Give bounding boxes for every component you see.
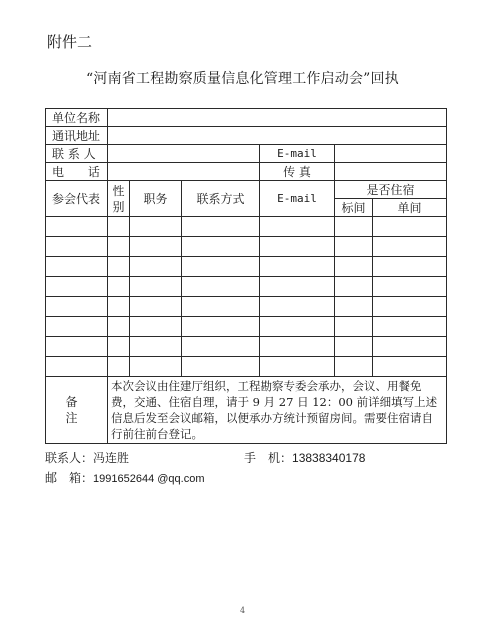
rep-contact-cell[interactable] (182, 277, 260, 297)
notes-row (46, 377, 447, 444)
rep-row (46, 337, 447, 357)
email-field[interactable] (335, 145, 447, 163)
rep-position-cell[interactable] (130, 357, 182, 377)
reply-form-table (45, 108, 447, 444)
unit-name-label: 单位名称 (46, 109, 108, 127)
fax-label: 传 真 (260, 163, 335, 181)
rep-single-cell[interactable] (373, 277, 447, 297)
rep-standard-cell[interactable] (335, 317, 373, 337)
rep-row (46, 237, 447, 257)
page-number: 4 (239, 606, 246, 615)
rep-row (46, 317, 447, 337)
rep-contact-cell[interactable] (182, 317, 260, 337)
standard-room-label: 标间 (335, 199, 373, 217)
rep-gender-cell[interactable] (108, 257, 130, 277)
rep-gender-cell[interactable] (108, 357, 130, 377)
footer-mobile (244, 449, 365, 466)
gender-label-top: 性 (112, 183, 125, 198)
unit-name-field[interactable] (108, 109, 447, 127)
document-title: “河南省工程勘察质量信息化管理工作启动会”回执 (86, 71, 399, 87)
rep-standard-cell[interactable] (335, 357, 373, 377)
rep-single-cell[interactable] (373, 357, 447, 377)
rep-contact-cell[interactable] (182, 297, 260, 317)
rep-standard-cell[interactable] (335, 337, 373, 357)
notes-label: 备 注 (46, 377, 108, 444)
gender-label-bottom: 别 (112, 199, 125, 214)
rep-row (46, 297, 447, 317)
rep-email-cell[interactable] (260, 337, 335, 357)
rep-standard-cell[interactable] (335, 297, 373, 317)
rep-row (46, 217, 447, 237)
contact-label: 联 系 人 (46, 145, 108, 163)
rep-gender-cell[interactable] (108, 317, 130, 337)
rep-standard-cell[interactable] (335, 237, 373, 257)
phone-row (46, 163, 447, 181)
appendix-label: 附件二 (47, 33, 93, 51)
fax-field[interactable] (335, 163, 447, 181)
rep-single-cell[interactable] (373, 217, 447, 237)
rep-email-cell[interactable] (260, 357, 335, 377)
unit-name-row (46, 109, 447, 127)
rep-contact-cell[interactable] (182, 257, 260, 277)
stay-label: 是否住宿 (335, 181, 447, 199)
rep-position-cell[interactable] (130, 277, 182, 297)
rep-name-cell[interactable] (46, 297, 108, 317)
rep-email-cell[interactable] (260, 297, 335, 317)
rep-single-cell[interactable] (373, 317, 447, 337)
rep-gender-cell[interactable] (108, 297, 130, 317)
rep-single-cell[interactable] (373, 237, 447, 257)
gender-label (108, 181, 130, 217)
rep-position-cell[interactable] (130, 297, 182, 317)
rep-standard-cell[interactable] (335, 217, 373, 237)
rep-position-cell[interactable] (130, 237, 182, 257)
rep-gender-cell[interactable] (108, 217, 130, 237)
rep-gender-cell[interactable] (108, 277, 130, 297)
footer-contact-person: 联系人：冯连胜 (45, 451, 130, 465)
address-label: 通讯地址 (46, 127, 108, 145)
footer-mobile-label: 手 机： (244, 451, 293, 465)
contact-field[interactable] (108, 145, 260, 163)
rep-email-cell[interactable] (260, 317, 335, 337)
phone-label: 电 话 (46, 163, 108, 181)
rep-email-label: E-mail (260, 181, 335, 217)
rep-email-cell[interactable] (260, 277, 335, 297)
rep-name-cell[interactable] (46, 337, 108, 357)
rep-name-cell[interactable] (46, 237, 108, 257)
rep-label: 参会代表 (46, 181, 108, 217)
rep-single-cell[interactable] (373, 297, 447, 317)
rep-contact-cell[interactable] (182, 237, 260, 257)
contact-row (46, 145, 447, 163)
address-field[interactable] (108, 127, 447, 145)
notes-text: 本次会议由住建厅组织，工程勘察专委会承办，会议、用餐免费，交通、住宿自理，请于 9 月 27 日 12：00 前详细填写上述信息后发至会议邮箱，以便承办方统计预留房间。需要住宿请自行前往前台登记。 (108, 377, 447, 444)
address-row (46, 127, 447, 145)
rep-gender-cell[interactable] (108, 237, 130, 257)
rep-email-cell[interactable] (260, 237, 335, 257)
position-label: 职务 (130, 181, 182, 217)
rep-single-cell[interactable] (373, 257, 447, 277)
rep-contact-cell[interactable] (182, 357, 260, 377)
rep-single-cell[interactable] (373, 337, 447, 357)
rep-position-cell[interactable] (130, 257, 182, 277)
rep-contact-cell[interactable] (182, 217, 260, 237)
rep-name-cell[interactable] (46, 257, 108, 277)
rep-contact-cell[interactable] (182, 337, 260, 357)
rep-name-cell[interactable] (46, 217, 108, 237)
rep-standard-cell[interactable] (335, 277, 373, 297)
rep-name-cell[interactable] (46, 277, 108, 297)
rep-email-cell[interactable] (260, 257, 335, 277)
footer-email-label: 邮 箱： (45, 471, 94, 485)
rep-position-cell[interactable] (130, 337, 182, 357)
email-label: E-mail (260, 145, 335, 163)
rep-gender-cell[interactable] (108, 337, 130, 357)
rep-standard-cell[interactable] (335, 257, 373, 277)
footer-email-value: 1991652644 @qq.com (93, 473, 205, 485)
footer-email (45, 469, 205, 486)
rep-email-cell[interactable] (260, 217, 335, 237)
rep-row (46, 357, 447, 377)
footer-mobile-value: 13838340178 (292, 451, 366, 465)
rep-header-row-1 (46, 181, 447, 199)
rep-name-cell[interactable] (46, 357, 108, 377)
rep-position-cell[interactable] (130, 217, 182, 237)
rep-position-cell[interactable] (130, 317, 182, 337)
phone-field[interactable] (108, 163, 260, 181)
rep-row (46, 277, 447, 297)
contact-method-label: 联系方式 (182, 181, 260, 217)
single-room-label: 单间 (373, 199, 447, 217)
rep-name-cell[interactable] (46, 317, 108, 337)
rep-row (46, 257, 447, 277)
